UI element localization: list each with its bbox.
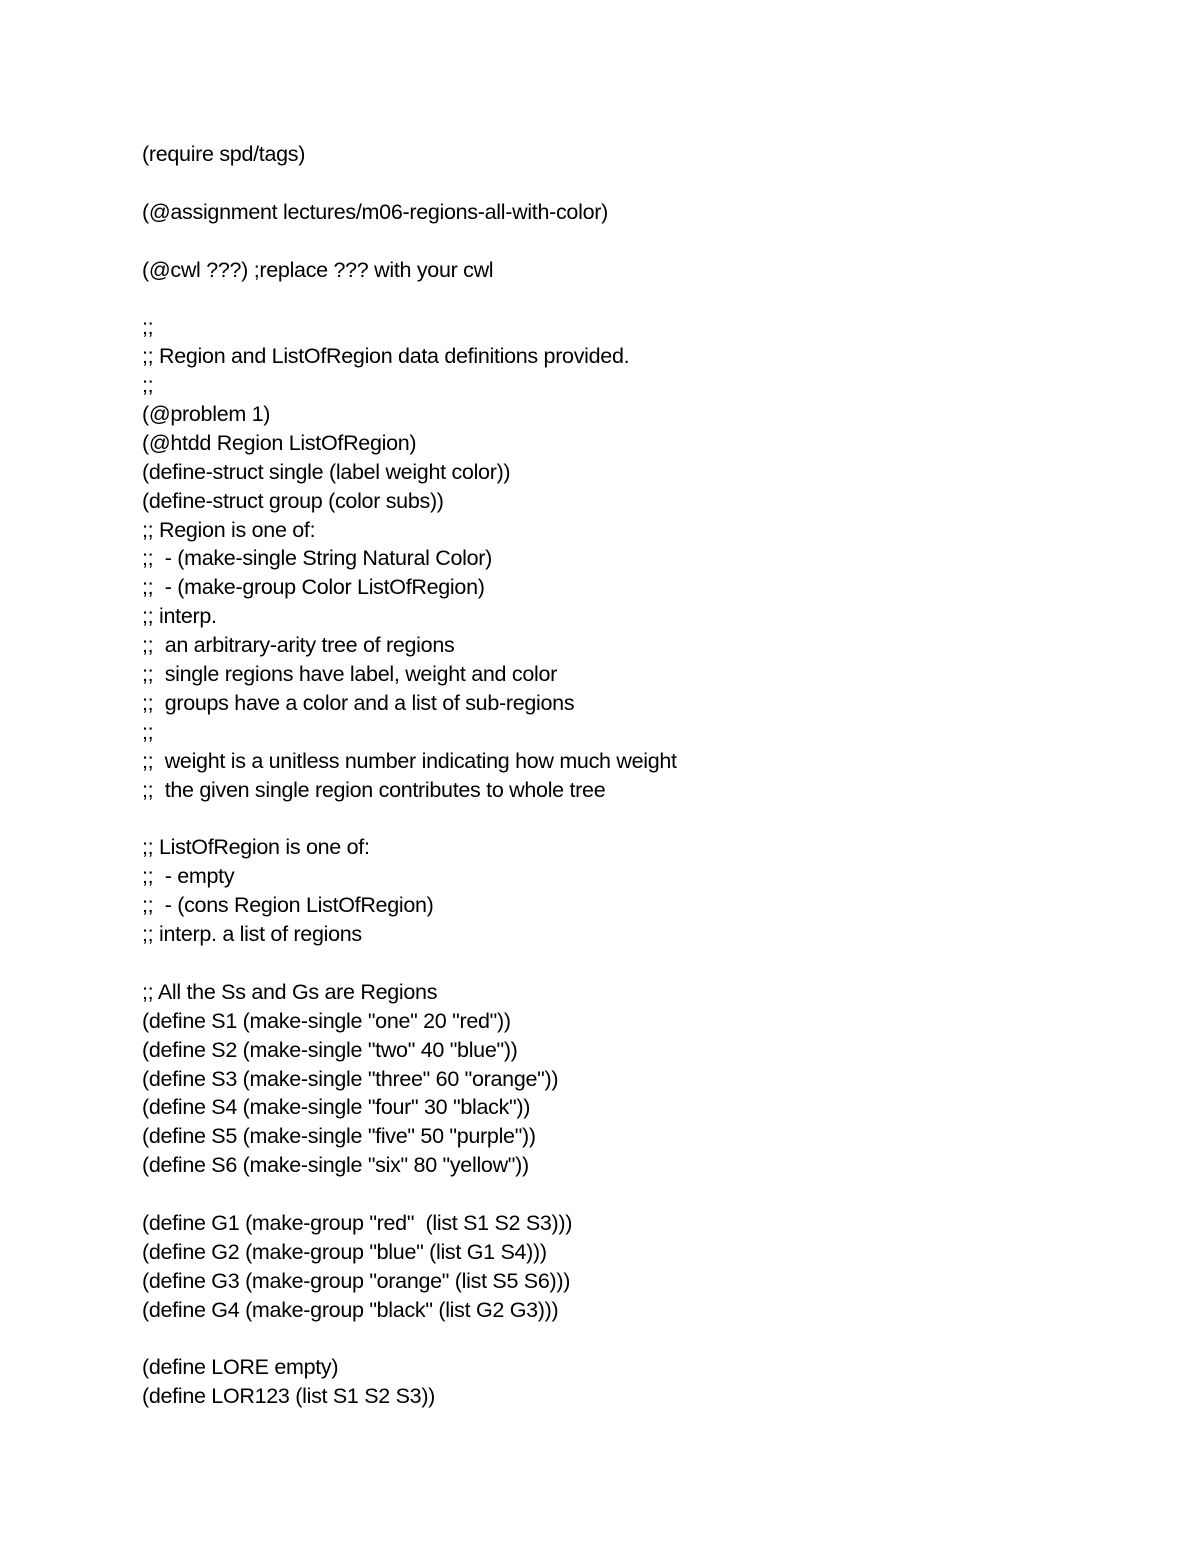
code-listing [142,140,1102,1411]
code-line: (define-struct single (label weight color)) [142,459,511,484]
code-line [142,949,1102,978]
code-line: (@cwl ???) ;replace ??? with your cwl [142,257,494,282]
code-line: ;; ListOfRegion is one of: [142,835,370,860]
code-line [142,169,1102,198]
code-line: (define G2 (make-group "blue" (list G1 S4))) [142,1239,547,1264]
code-line [142,284,1102,313]
code-line: ;; groups have a color and a list of sub-regions [142,690,575,715]
code-line: ;; single regions have label, weight and color [142,662,557,687]
code-line: (@problem 1) [142,402,271,427]
code-line: (define S4 (make-single "four" 30 "black")) [142,1095,531,1120]
code-line: (define LOR123 (list S1 S2 S3)) [142,1384,436,1409]
code-line: (define LORE empty) [142,1355,339,1380]
code-line [142,227,1102,256]
code-line: ;; Region is one of: [142,517,316,542]
code-line: (require spd/tags) [142,142,306,166]
code-line: (define S5 (make-single "five" 50 "purple")) [142,1124,536,1149]
code-line: ;; weight is a unitless number indicating how much weight [142,748,677,773]
code-line: (define G3 (make-group "orange" (list S5 S6))) [142,1268,571,1293]
code-line: (define S2 (make-single "two" 40 "blue")) [142,1037,518,1062]
code-line: ;; - (cons Region ListOfRegion) [142,893,434,918]
code-line [142,804,1102,833]
code-line: ;; [142,315,154,340]
code-line: (define S1 (make-single "one" 20 "red")) [142,1008,511,1033]
code-line: (@htdd Region ListOfRegion) [142,430,417,455]
code-line: ;; [142,719,154,744]
code-line: ;; - (make-single String Natural Color) [142,546,493,571]
code-line: ;; interp. a list of regions [142,922,362,947]
code-line: ;; Region and ListOfRegion data definitions provided. [142,344,630,369]
code-line: ;; - (make-group Color ListOfRegion) [142,575,485,600]
code-line: (define S6 (make-single "six" 80 "yellow")) [142,1153,529,1178]
code-line: (@assignment lectures/m06-regions-all-with-color) [142,199,608,224]
code-line [142,1180,1102,1209]
code-line: (define G1 (make-group "red" (list S1 S2 S3))) [142,1210,573,1235]
code-line: ;; - empty [142,864,235,889]
code-line: ;; All the Ss and Gs are Regions [142,979,438,1004]
code-line: (define G4 (make-group "black" (list G2 G3))) [142,1297,559,1322]
code-line: ;; [142,373,154,398]
code-line: (define-struct group (color subs)) [142,488,444,513]
code-line: ;; an arbitrary-arity tree of regions [142,633,455,658]
code-line: ;; interp. [142,604,217,629]
code-line [142,1325,1102,1354]
code-line: ;; the given single region contributes to whole tree [142,777,606,802]
code-line: (define S3 (make-single "three" 60 "orange")) [142,1066,559,1091]
